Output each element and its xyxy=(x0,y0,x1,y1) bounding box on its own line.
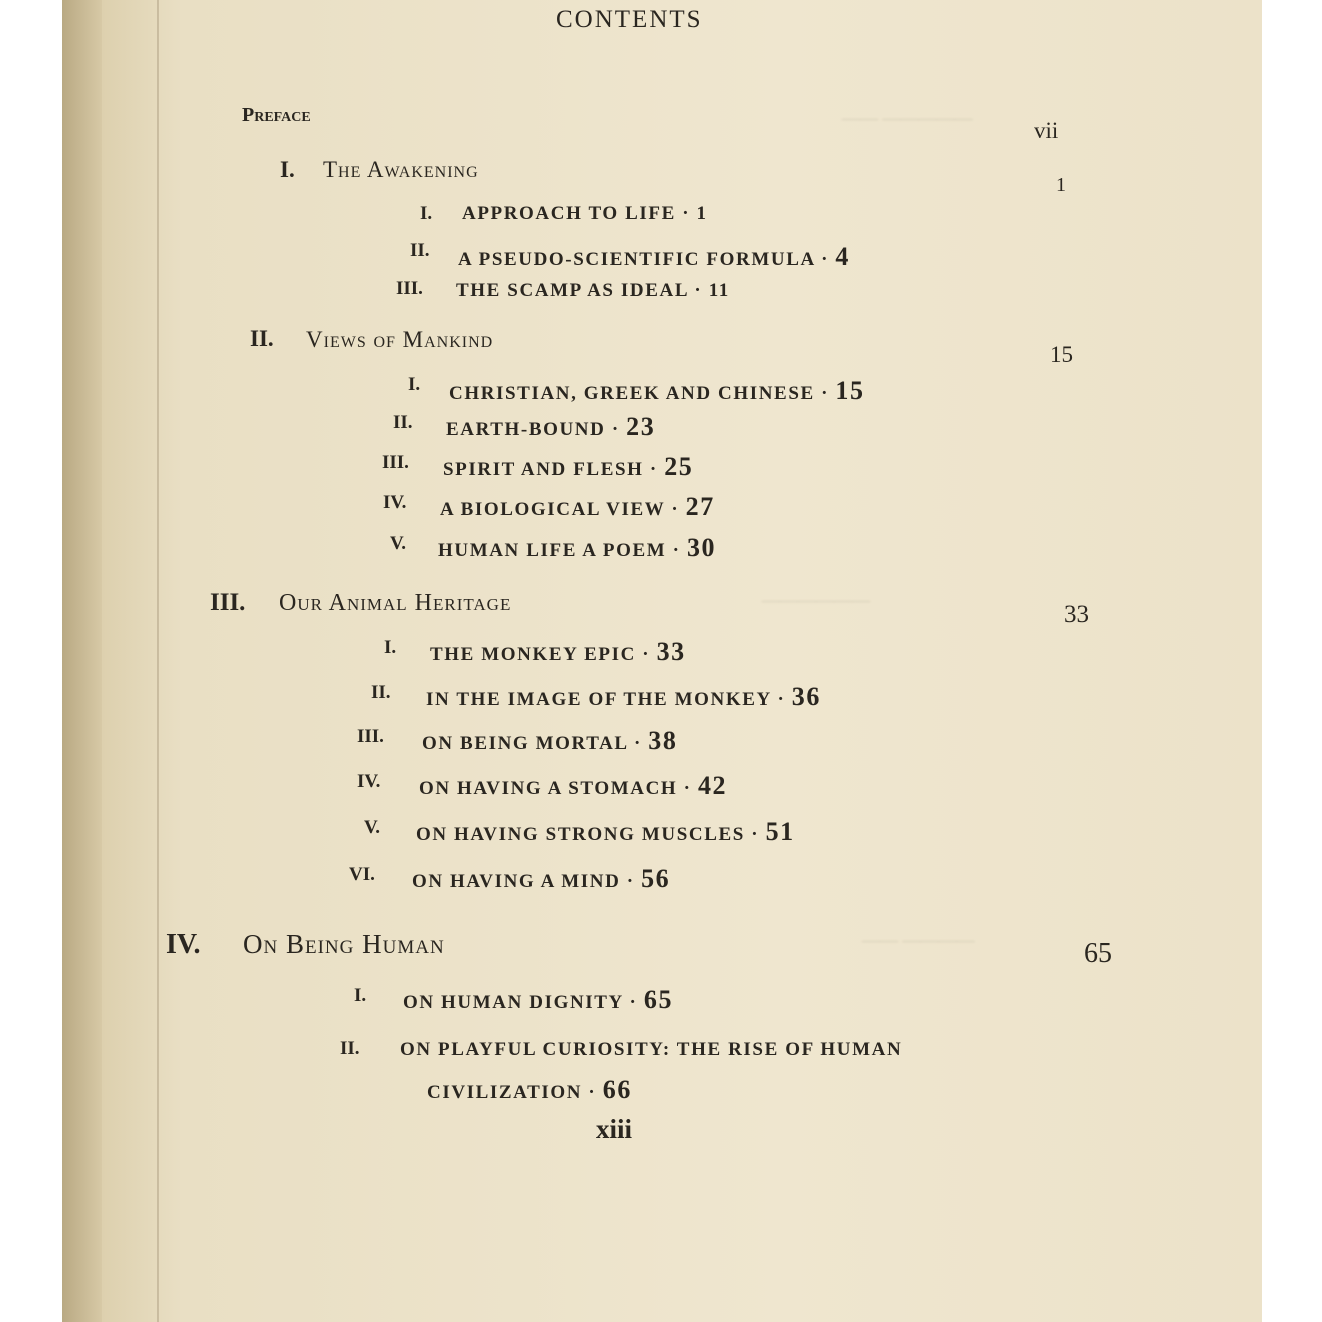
section-title: ON HAVING A MIND · 56 xyxy=(412,864,671,893)
section-title: SPIRIT AND FLESH · 25 xyxy=(443,452,694,481)
section-numeral: I. xyxy=(384,637,397,658)
section-numeral: II. xyxy=(393,412,413,433)
chapter-numeral: I. xyxy=(280,157,295,182)
chapter-numeral: III. xyxy=(210,589,246,616)
section-title: ON PLAYFUL CURIOSITY: THE RISE OF HUMAN xyxy=(400,1039,903,1060)
section-numeral: II. xyxy=(340,1038,360,1059)
preface-label: Preface xyxy=(242,104,311,126)
chapter-page: 65 xyxy=(1084,938,1112,969)
footer-page-number: xiii xyxy=(596,1114,633,1144)
chapter-title: Our Animal Heritage xyxy=(279,590,512,616)
section-numeral: I. xyxy=(408,374,421,395)
section-title: ON HAVING STRONG MUSCLES · 51 xyxy=(416,817,795,846)
section-numeral: II. xyxy=(371,682,391,703)
chapter-page: 33 xyxy=(1064,601,1089,628)
section-title: THE SCAMP AS IDEAL · 11 xyxy=(456,280,730,301)
section-numeral: V. xyxy=(390,533,407,554)
section-title: HUMAN LIFE A POEM · 30 xyxy=(438,533,717,562)
chapter-title: The Awakening xyxy=(323,157,479,182)
section-numeral: VI. xyxy=(349,864,375,885)
page-title: CONTENTS xyxy=(556,6,703,33)
section-title: ON HAVING A STOMACH · 42 xyxy=(419,771,728,800)
page-edge xyxy=(157,0,159,1322)
section-numeral: V. xyxy=(364,817,381,838)
bleed-through-text: —————— xyxy=(762,590,870,610)
section-numeral: II. xyxy=(410,240,430,261)
section-numeral: I. xyxy=(420,203,433,224)
section-title: APPROACH TO LIFE · 1 xyxy=(462,203,708,224)
chapter-title: On Being Human xyxy=(243,929,445,959)
chapter-page: 15 xyxy=(1050,342,1073,367)
section-title: THE MONKEY EPIC · 33 xyxy=(430,637,686,666)
section-numeral: I. xyxy=(354,985,367,1006)
bleed-through-text: —— ————— xyxy=(842,108,973,128)
section-title: A BIOLOGICAL VIEW · 27 xyxy=(440,492,715,521)
section-title: A PSEUDO-SCIENTIFIC FORMULA · 4 xyxy=(458,242,851,271)
section-title-continued: CIVILIZATION · 66 xyxy=(427,1075,632,1104)
section-title: ON BEING MORTAL · 38 xyxy=(422,726,678,755)
section-title: IN THE IMAGE OF THE MONKEY · 36 xyxy=(426,682,821,711)
section-title: ON HUMAN DIGNITY · 65 xyxy=(403,985,674,1014)
book-gutter xyxy=(62,0,102,1322)
section-numeral: III. xyxy=(396,278,423,299)
chapter-title: Views of Mankind xyxy=(306,327,494,352)
chapter-numeral: IV. xyxy=(166,929,201,960)
section-numeral: IV. xyxy=(357,771,381,792)
section-title: EARTH-BOUND · 23 xyxy=(446,412,656,441)
bleed-through-text: —— ———— xyxy=(862,930,975,950)
section-numeral: III. xyxy=(382,452,409,473)
section-title: CHRISTIAN, GREEK AND CHINESE · 15 xyxy=(449,376,865,405)
chapter-page: 1 xyxy=(1056,174,1066,196)
preface-page: vii xyxy=(1034,118,1059,143)
chapter-numeral: II. xyxy=(250,326,274,351)
section-numeral: IV. xyxy=(383,492,407,513)
section-numeral: III. xyxy=(357,726,384,747)
